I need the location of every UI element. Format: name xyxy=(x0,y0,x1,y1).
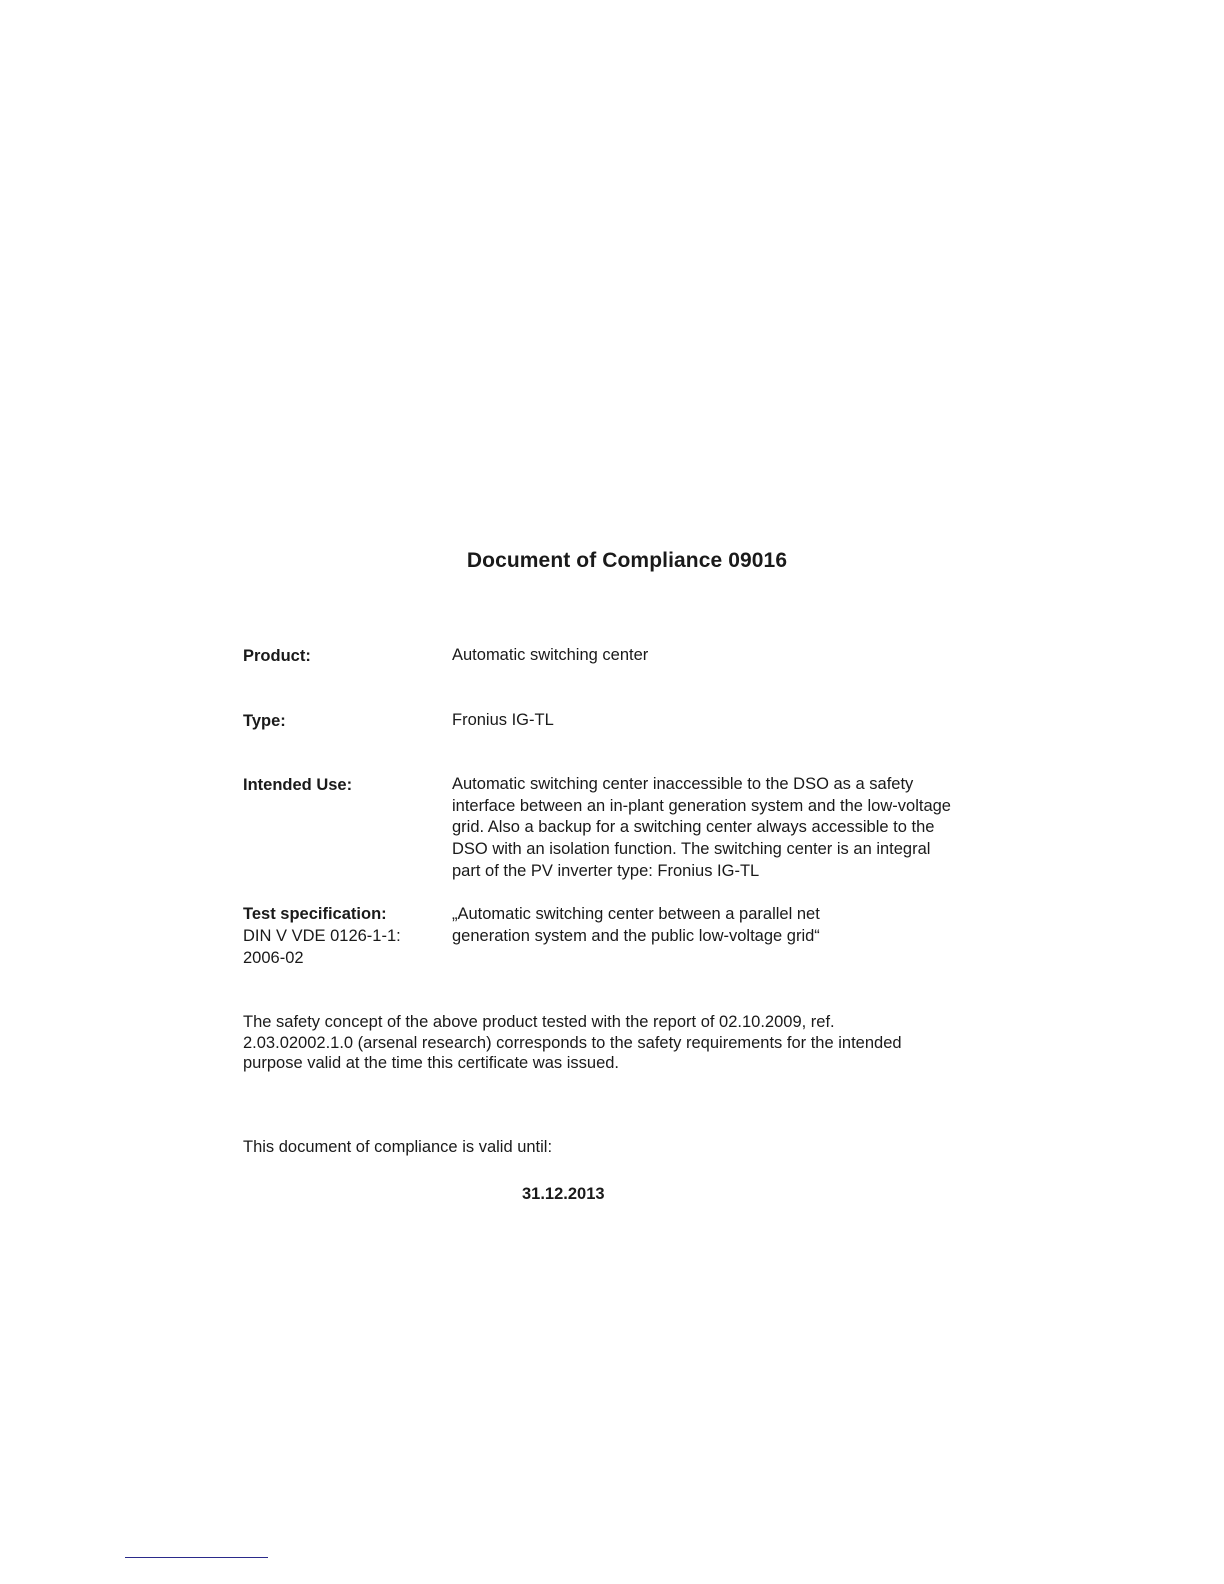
intended-use-line: Automatic switching center inaccessible to the DSO as a safety xyxy=(452,775,914,793)
product-value: Automatic switching center xyxy=(452,646,649,664)
intended-use-value xyxy=(452,774,1012,883)
validity-date: 31.12.2013 xyxy=(522,1185,605,1203)
safety-statement xyxy=(243,1012,983,1074)
intended-use-line: interface between an in-plant generation system and the low-voltage xyxy=(452,796,951,815)
test-specification-value xyxy=(452,904,1012,947)
test-specification-line: „Automatic switching center between a parallel net xyxy=(452,905,820,923)
document-title: Document of Compliance 09016 xyxy=(466,549,788,572)
type-label: Type: xyxy=(243,712,286,730)
intended-use-line: DSO with an isolation function. The switching center is an integral xyxy=(452,840,931,859)
product-label: Product: xyxy=(243,647,311,665)
test-standard-line: 2006-02 xyxy=(243,948,304,967)
validity-label: This document of compliance is valid until: xyxy=(243,1138,553,1156)
intended-use-line: part of the PV inverter type: Fronius IG-TL xyxy=(452,861,760,880)
intended-use-label: Intended Use: xyxy=(243,776,353,794)
safety-statement-line: purpose valid at the time this certificate was issued. xyxy=(243,1054,620,1072)
test-specification-line: generation system and the public low-voltage grid“ xyxy=(452,926,820,945)
test-standard-line: DIN V VDE 0126-1-1: xyxy=(243,927,401,945)
test-standard xyxy=(243,926,401,969)
footnote-separator xyxy=(125,1557,268,1558)
safety-statement-line: 2.03.02002.1.0 (arsenal research) corresponds to the safety requirements for the intended xyxy=(243,1033,902,1052)
test-specification-label: Test specification: xyxy=(243,905,387,923)
type-value: Fronius IG-TL xyxy=(452,711,554,729)
safety-statement-line: The safety concept of the above product tested with the report of 02.10.2009, ref. xyxy=(243,1013,835,1031)
intended-use-line: grid. Also a backup for a switching center always accessible to the xyxy=(452,818,935,837)
